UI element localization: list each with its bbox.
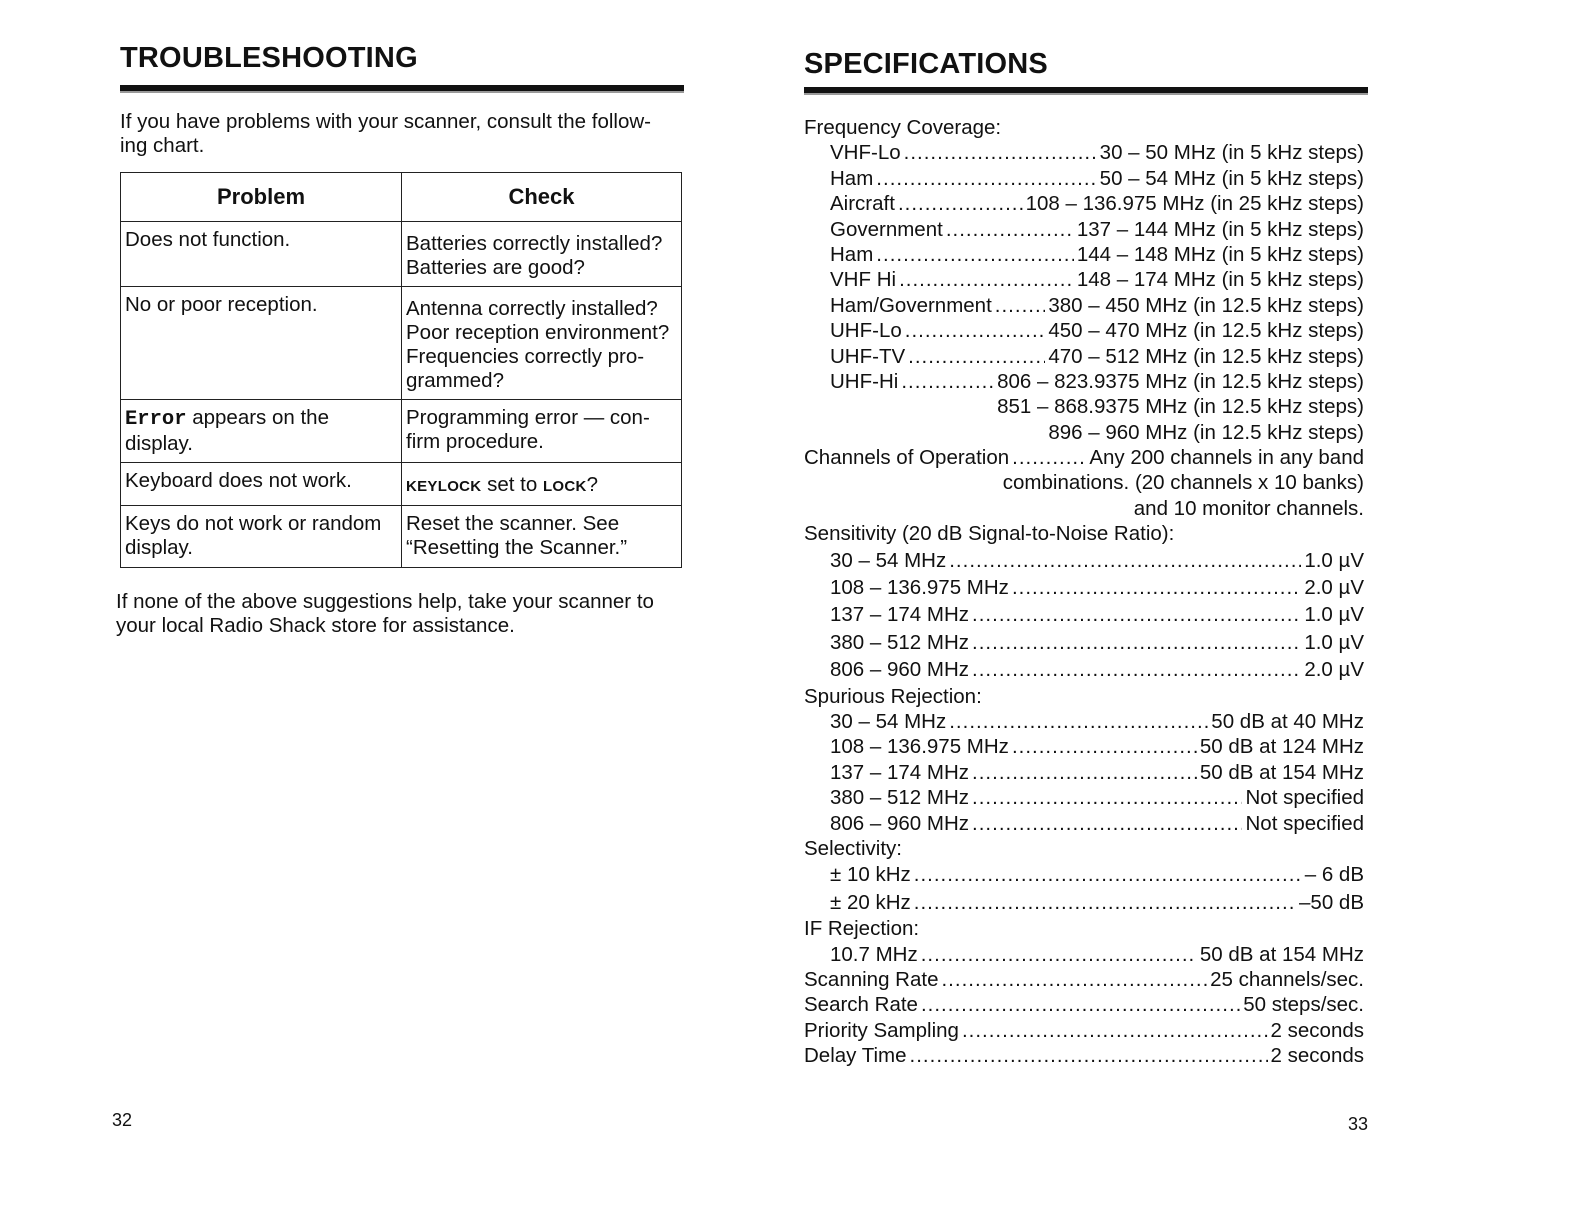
table-row [121,506,682,568]
check-text: Antenna correctly installed? [406,297,658,320]
check-cell [402,506,682,568]
dot-leader [1012,734,1197,759]
spec-section-label [804,115,1364,140]
intro-line: If you have problems with your scanner, consult the follow- [120,110,651,133]
spec-label: Ham [830,242,874,266]
spec-label: 137 – 174 MHz [830,760,970,784]
dot-leader [904,140,1097,165]
spec-label: 806 – 960 MHz [830,658,970,682]
spec-row [804,760,1364,785]
dot-leader [972,629,1301,656]
spec-value: 50 dB at 154 MHz [1199,760,1364,784]
outro-line: your local Radio Shack store for assistance. [116,614,515,637]
problem-text: display. [125,536,193,559]
check-cell [402,400,682,463]
lock-label: LOCK [542,478,587,495]
spec-row [804,140,1364,165]
spec-row [804,267,1364,292]
section-label: Frequency Coverage: [804,116,1002,139]
check-cell [402,222,682,287]
sensitivity-rows [804,547,1364,684]
spec-label: Scanning Rate [804,967,939,991]
spec-row [804,293,1364,318]
spec-label: 137 – 174 MHz [830,603,970,627]
dot-leader [876,242,1074,267]
dot-leader [1012,574,1301,601]
spec-row [804,445,1364,470]
intro-text [120,110,685,158]
spec-row [804,1018,1364,1043]
spec-value: 2 seconds [1270,1018,1364,1042]
check-text: Frequencies correctly pro- [406,345,645,368]
spec-row [804,574,1364,601]
spec-value: 851 – 868.9375 MHz (in 12.5 kHz steps) [997,395,1364,419]
outro-line: If none of the above suggestions help, take your scanner to [116,590,654,613]
spec-value: 2.0 µV [1304,658,1364,682]
spec-label: VHF Hi [830,268,897,292]
spec-row [804,166,1364,191]
spec-label: UHF-TV [830,344,906,368]
spec-section-label [804,836,1364,861]
spec-value: 1.0 µV [1304,630,1364,654]
spec-value: 50 dB at 154 MHz [1199,942,1364,966]
table-row [121,400,682,463]
spec-row [804,967,1364,992]
spec-value: 148 – 174 MHz (in 5 kHz steps) [1076,268,1364,292]
dot-leader [972,760,1197,785]
table-row [121,463,682,506]
spec-label: UHF-Hi [830,369,899,393]
spec-label: 10.7 MHz [830,942,918,966]
check-text: Reset the scanner. See [406,512,620,535]
table-row [121,222,682,287]
spec-row [804,785,1364,810]
spec-label: Aircraft [830,192,895,216]
spec-value: 50 dB at 124 MHz [1199,735,1364,759]
dot-leader [972,785,1242,810]
check-text: set to [481,473,543,496]
problem-text: display. [125,432,193,455]
dot-leader [901,369,994,394]
spec-value: Any 200 channels in any band [1089,446,1364,470]
header-problem: Problem [121,173,402,222]
spec-value: Not specified [1245,786,1364,810]
section-label: IF Rejection: [804,917,920,941]
spec-row [804,191,1364,216]
spec-label: 108 – 136.975 MHz [830,576,1009,600]
check-cell [402,463,682,506]
dot-leader [914,861,1302,888]
dot-leader [995,293,1046,318]
spec-value: –50 dB [1299,890,1364,914]
check-text: grammed? [406,369,504,392]
spec-label: Search Rate [804,993,918,1017]
specifications-list [804,115,1364,1068]
error-code: Error [125,408,187,431]
dot-leader [899,267,1074,292]
problem-cell [121,400,402,463]
spec-value: 896 – 960 MHz (in 12.5 kHz steps) [1048,420,1364,444]
spec-value: 380 – 450 MHz (in 12.5 kHz steps) [1048,293,1364,317]
spec-continuation [804,470,1364,495]
spec-continuation [804,420,1364,445]
spec-row [804,709,1364,734]
page-title: SPECIFICATIONS [804,48,1048,80]
spec-row [804,242,1364,267]
spec-row [804,318,1364,343]
spec-row [804,344,1364,369]
spec-continuation [804,394,1364,419]
spec-label: Ham [830,166,874,190]
spec-value: 137 – 144 MHz (in 5 kHz steps) [1076,217,1364,241]
spurious-rows [804,709,1364,836]
spec-label: 30 – 54 MHz [830,548,947,572]
dot-leader [908,344,1045,369]
dot-leader [876,166,1096,191]
misc-rows [804,967,1364,1069]
spec-value: and 10 monitor channels. [1133,496,1364,520]
spec-label: VHF-Lo [830,141,901,165]
check-text: “Resetting the Scanner.” [406,536,628,559]
title-rule [120,85,684,93]
page-number: 32 [112,1110,133,1130]
spec-row [804,734,1364,759]
problem-text: No or poor reception. [125,293,318,316]
check-text: Batteries are good? [406,256,585,279]
spec-value: 1.0 µV [1304,603,1364,627]
problem-cell [121,222,402,287]
problem-cell [121,463,402,506]
dot-leader [949,547,1301,574]
spec-value: 25 channels/sec. [1210,967,1364,991]
intro-line: ing chart. [120,134,205,157]
spec-value: 144 – 148 MHz (in 5 kHz steps) [1076,242,1364,266]
spec-value: 470 – 512 MHz (in 12.5 kHz steps) [1048,344,1364,368]
selectivity-rows [804,861,1364,916]
dot-leader [898,191,1023,216]
spec-label: Channels of Operation [804,446,1010,470]
spec-value: 50 – 54 MHz (in 5 kHz steps) [1099,166,1364,190]
spec-label: UHF-Lo [830,319,902,343]
spec-label: 806 – 960 MHz [830,811,970,835]
check-text: Programming error — con- [406,406,650,429]
spec-label: ± 20 kHz [830,890,911,914]
check-cell [402,287,682,400]
spec-section-label [804,684,1364,709]
spec-row [804,217,1364,242]
frequency-rows [804,140,1364,394]
dot-leader [910,1043,1268,1068]
check-text: Batteries correctly installed? [406,232,663,255]
spec-label: Priority Sampling [804,1018,959,1042]
spec-value: – 6 dB [1304,863,1364,887]
section-label: Sensitivity (20 dB Signal-to-Noise Ratio): [804,522,1175,546]
problem-text [125,406,397,432]
spec-row [804,547,1364,574]
spec-label: Government [830,217,943,241]
dot-leader [972,811,1242,836]
keylock-label: KEYLOCK [406,478,482,495]
dot-leader [941,967,1207,992]
page-title: TROUBLESHOOTING [120,42,418,74]
spec-value: 2 seconds [1270,1044,1364,1068]
problem-cell [121,506,402,568]
dot-leader [1012,445,1086,470]
problem-text: appears on the [186,406,329,429]
spec-value: 50 steps/sec. [1243,993,1364,1017]
check-text: ? [586,473,599,496]
dot-leader [946,217,1074,242]
spec-value: Not specified [1245,811,1364,835]
page-number: 33 [1348,1114,1369,1134]
problem-text: Keyboard does not work. [125,469,352,492]
spec-row [804,861,1364,888]
dot-leader [972,601,1301,628]
troubleshooting-table [120,172,682,568]
dot-leader [972,656,1301,683]
spec-row [804,369,1364,394]
dot-leader [949,709,1208,734]
table-row [121,287,682,400]
dot-leader [921,942,1197,967]
spec-label: Ham/Government [830,293,992,317]
dot-leader [905,318,1046,343]
section-label: Spurious Rejection: [804,684,982,708]
spec-label: 380 – 512 MHz [830,630,970,654]
spec-label: 108 – 136.975 MHz [830,735,1009,759]
spec-value: 2.0 µV [1304,576,1364,600]
title-rule [804,87,1368,95]
problem-text: Does not function. [125,228,291,251]
spec-section-label [804,521,1364,546]
problem-text: Keys do not work or random [125,512,382,535]
dot-leader [962,1018,1268,1043]
section-label: Selectivity: [804,836,902,860]
spec-row [804,811,1364,836]
spec-row [804,992,1364,1017]
dot-leader [921,992,1240,1017]
spec-section-label [804,916,1364,941]
spec-label: ± 10 kHz [830,863,911,887]
check-text: firm procedure. [406,430,544,453]
spec-value: 1.0 µV [1304,548,1364,572]
spec-value: 450 – 470 MHz (in 12.5 kHz steps) [1048,319,1364,343]
spec-value: combinations. (20 channels x 10 banks) [1002,471,1364,495]
table-header-row [121,173,682,222]
spec-row [804,629,1364,656]
spec-value: 50 dB at 40 MHz [1211,709,1364,733]
outro-text [116,590,686,638]
spec-row [804,601,1364,628]
spec-continuation [804,496,1364,521]
spec-row [804,656,1364,683]
header-check: Check [402,173,682,222]
check-text: Poor reception environment? [406,321,670,344]
spec-value: 806 – 823.9375 MHz (in 12.5 kHz steps) [997,369,1364,393]
spec-label: 380 – 512 MHz [830,786,970,810]
spec-row [804,942,1364,967]
spec-value: 30 – 50 MHz (in 5 kHz steps) [1099,141,1364,165]
spec-row [804,1043,1364,1068]
spec-value: 108 – 136.975 MHz (in 25 kHz steps) [1025,192,1364,216]
spec-row [804,889,1364,916]
problem-cell [121,287,402,400]
dot-leader [914,889,1296,916]
spec-label: 30 – 54 MHz [830,709,947,733]
spec-label: Delay Time [804,1044,907,1068]
